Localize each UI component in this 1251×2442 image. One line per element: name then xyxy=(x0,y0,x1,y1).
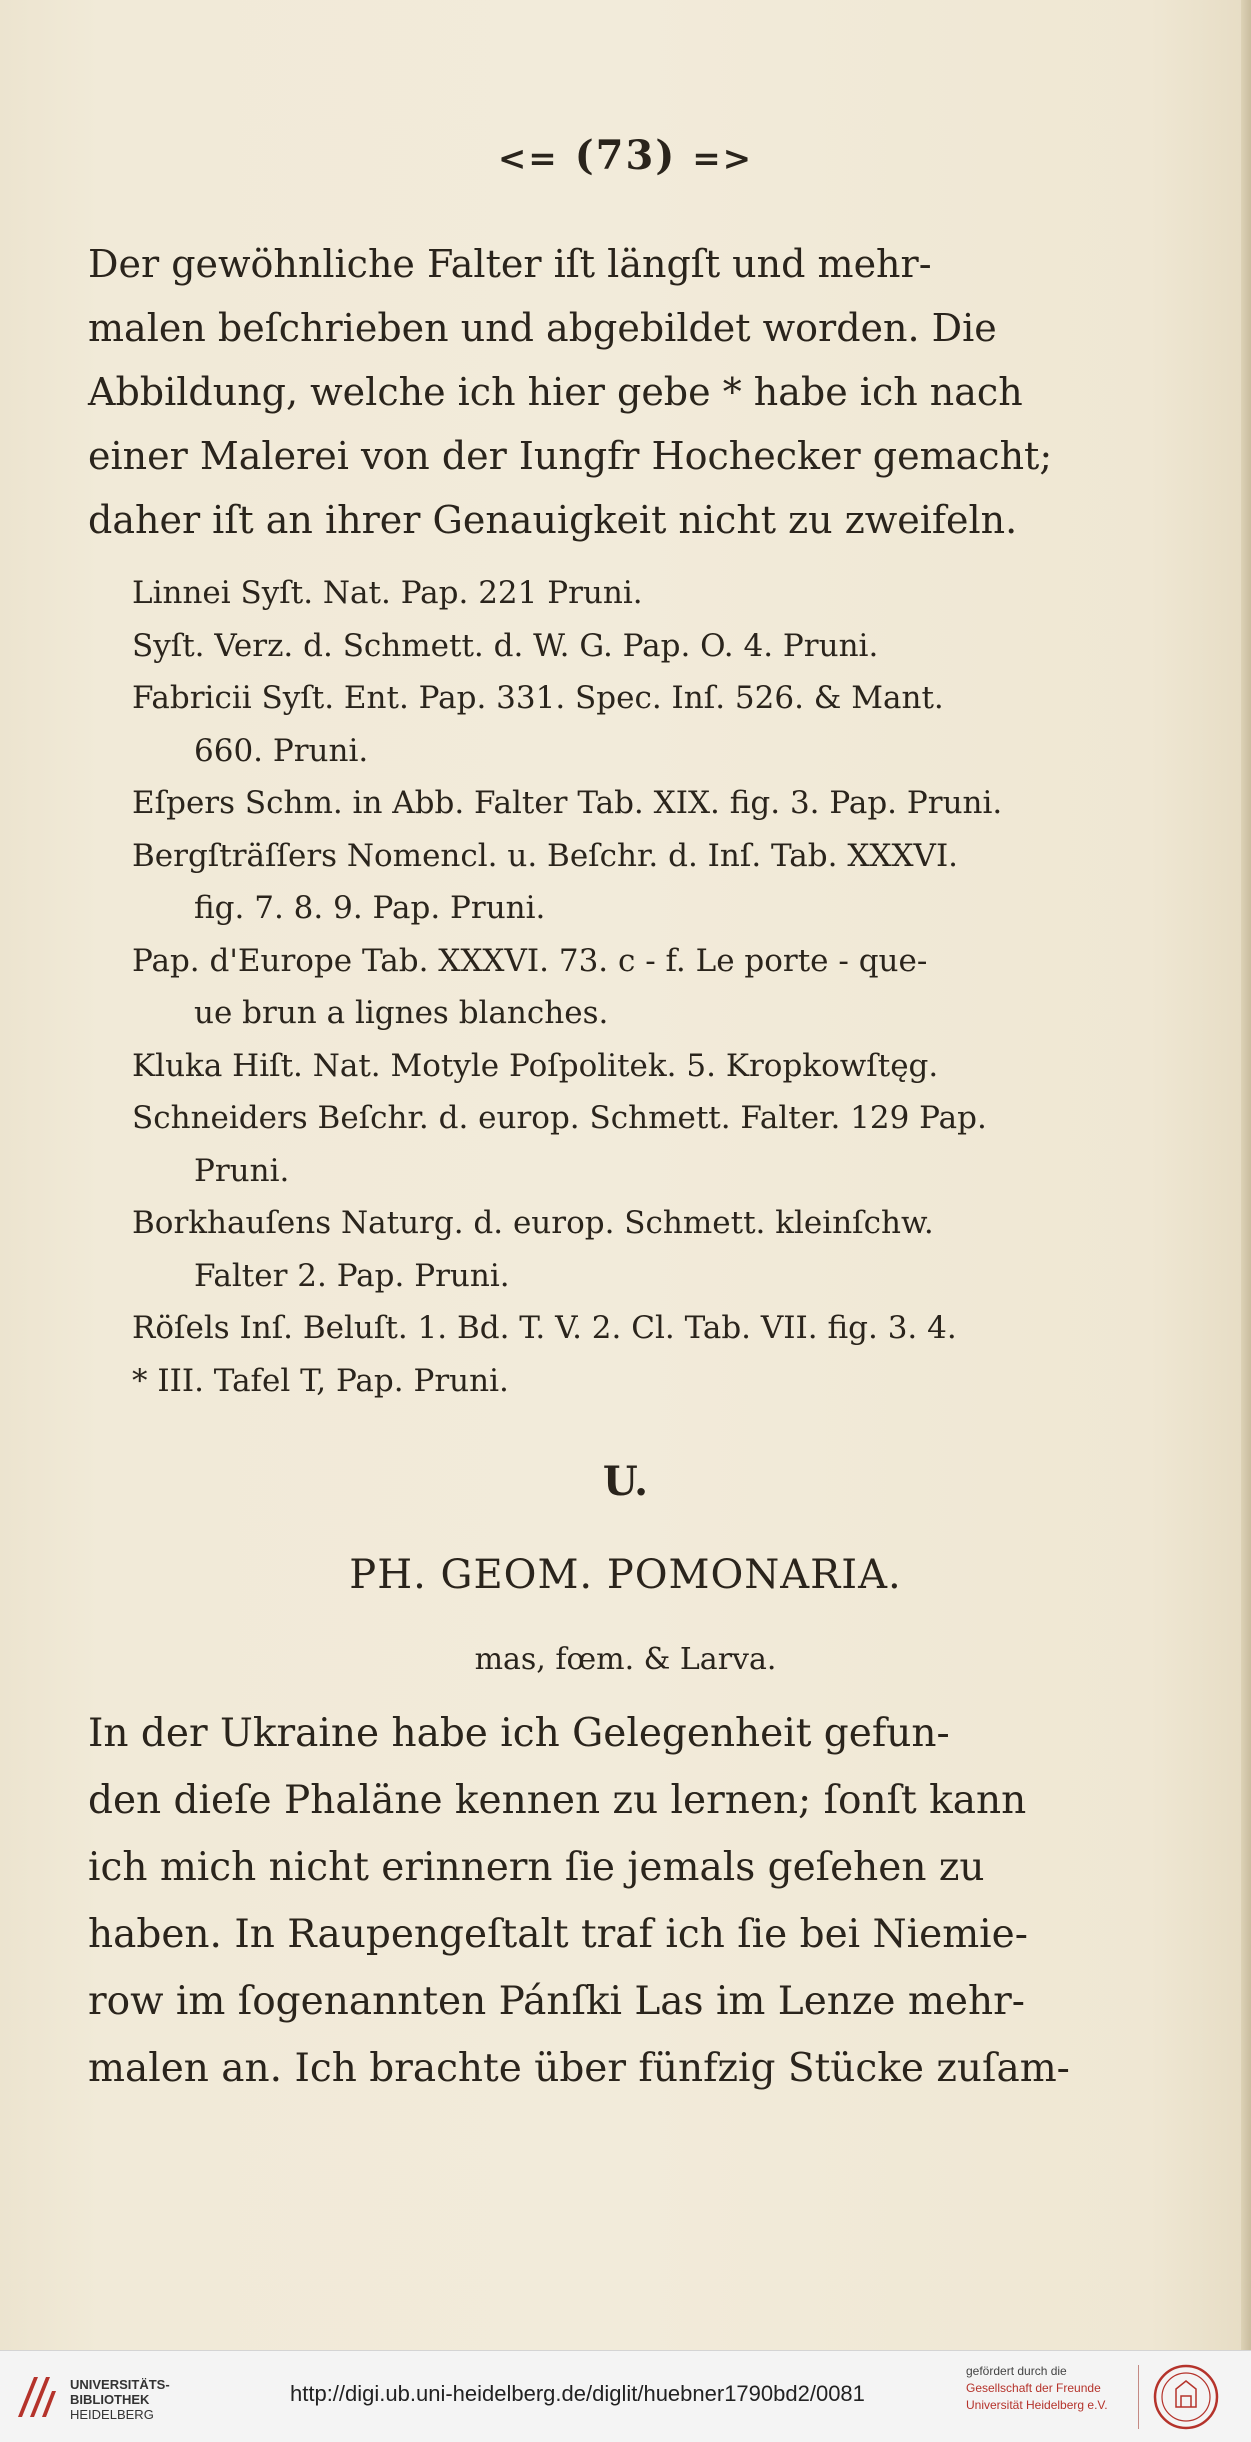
reference-continuation: Pruni. xyxy=(194,1152,290,1189)
paragraph-line: den dieſe Phaläne kennen zu lernen; ſonſt kann xyxy=(88,1778,1027,1823)
footer-divider xyxy=(1138,2365,1139,2429)
reference-continuation: Falter 2. Pap. Pruni. xyxy=(194,1257,510,1294)
footer-bar xyxy=(0,2350,1251,2442)
section-letter: U. xyxy=(602,1458,649,1505)
library-logo-icon[interactable] xyxy=(12,2369,62,2425)
reference-entry: * III. Tafel T, Pap. Pruni. xyxy=(132,1362,509,1399)
reference-continuation: fig. 7. 8. 9. Pap. Pruni. xyxy=(194,890,546,926)
reference-entry: Schneiders Beſchr. d. europ. Schmett. Falter. 129 Pap. xyxy=(132,1100,987,1136)
paragraph-line: ich mich nicht erinnern ſie jemals geſehen zu xyxy=(88,1845,985,1890)
body-paragraph xyxy=(88,1700,1128,2102)
paragraph-line: malen an. Ich brachte über fünfzig Stücke zuſam- xyxy=(88,2046,1070,2091)
page-number: (73) xyxy=(574,132,677,179)
sponsor-name: Universität Heidelberg e.V. xyxy=(966,2398,1108,2412)
intro-paragraph xyxy=(88,232,1128,552)
reference-entry: Kluka Hiſt. Nat. Motyle Poſpolitek. 5. Kropkowſtęg. xyxy=(132,1047,939,1084)
sponsor-credit[interactable] xyxy=(966,2363,1136,2414)
right-ornament: => xyxy=(692,139,754,179)
library-name[interactable] xyxy=(70,2377,170,2422)
page-header xyxy=(0,132,1251,179)
reference-entry: Röſels Inſ. Beluſt. 1. Bd. T. V. 2. Cl. Tab. VII. fig. 3. 4. xyxy=(132,1310,957,1346)
university-seal-icon[interactable] xyxy=(1152,2363,1220,2431)
reference-continuation: ue brun a lignes blanches. xyxy=(194,995,609,1031)
reference-entry: Bergſträſſers Nomencl. u. Beſchr. d. Inſ. Tab. XXXVI. xyxy=(132,837,959,874)
library-name-line: HEIDELBERG xyxy=(70,2407,154,2422)
paragraph-line: Abbildung, welche ich hier gebe * habe ich nach xyxy=(88,370,1023,414)
page-edge xyxy=(1241,0,1251,2350)
paragraph-line: haben. In Raupengeſtalt traf ich ſie bei Niemie- xyxy=(88,1912,1028,1957)
paragraph-line: daher iſt an ihrer Genauigkeit nicht zu zweifeln. xyxy=(88,498,1018,542)
library-name-line: UNIVERSITÄTS- xyxy=(70,2377,170,2392)
references-list xyxy=(132,567,1132,1407)
reference-entry: Syſt. Verz. d. Schmett. d. W. G. Pap. O. 4. Pruni. xyxy=(132,627,879,664)
paragraph-line: Der gewöhnliche Falter iſt längſt und mehr- xyxy=(88,242,932,286)
reference-entry: Fabricii Syſt. Ent. Pap. 331. Spec. Inſ. 526. & Mant. xyxy=(132,680,944,716)
reference-entry: Borkhauſens Naturg. d. europ. Schmett. kleinſchw. xyxy=(132,1205,934,1241)
reference-entry: Eſpers Schm. in Abb. Falter Tab. XIX. fig. 3. Pap. Pruni. xyxy=(132,785,1003,821)
library-name-line: BIBLIOTHEK xyxy=(70,2392,150,2407)
section-title: PH. GEOM. POMONARIA. xyxy=(349,1552,902,1598)
reference-entry: Pap. d'Europe Tab. XXXVI. 73. c - f. Le porte - que- xyxy=(132,942,928,979)
section-subtitle: mas, fœm. & Larva. xyxy=(474,1642,777,1677)
paragraph-line: In der Ukraine habe ich Gelegenheit gefun- xyxy=(88,1711,950,1756)
sponsor-intro: gefördert durch die xyxy=(966,2364,1067,2378)
reference-entry: Linnei Syſt. Nat. Pap. 221 Pruni. xyxy=(132,575,643,611)
permalink-url[interactable]: http://digi.ub.uni-heidelberg.de/diglit/huebner1790bd2/0081 xyxy=(290,2381,865,2406)
reference-continuation: 660. Pruni. xyxy=(194,732,369,769)
sponsor-name: Gesellschaft der Freunde xyxy=(966,2381,1101,2395)
paragraph-line: einer Malerei von der Iungfr Hochecker gemacht; xyxy=(88,434,1053,478)
paragraph-line: malen beſchrieben und abgebildet worden. Die xyxy=(88,306,997,350)
left-ornament: <= xyxy=(497,139,559,179)
paragraph-line: row im ſogenannten Pánſki Las im Lenze mehr- xyxy=(88,1979,1025,2024)
